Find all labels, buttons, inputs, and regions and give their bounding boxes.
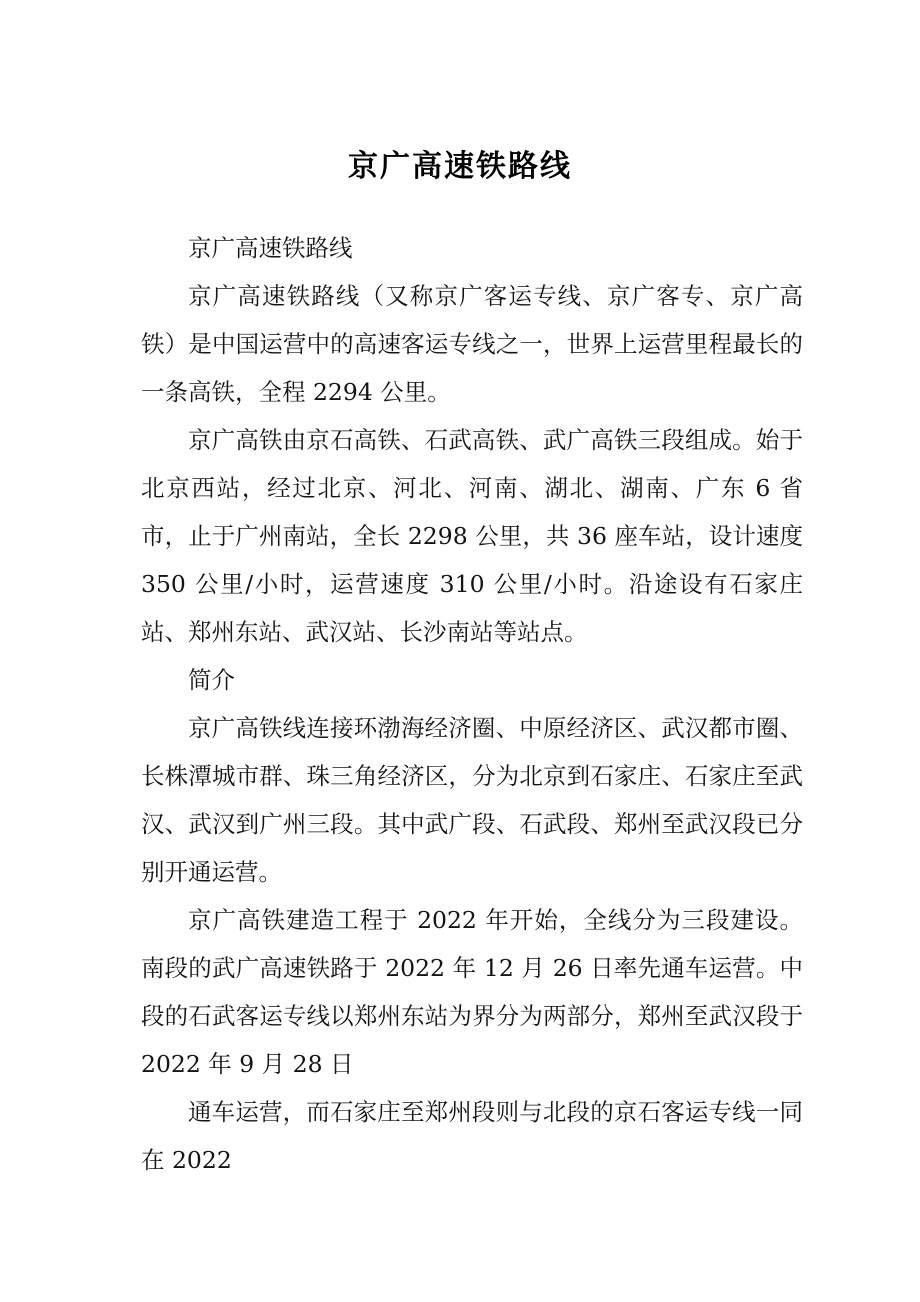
paragraph-heading-repeat: 京广高速铁路线 bbox=[188, 234, 353, 262]
paragraph-opening-continued: 通车运营，而石家庄至郑州段则与北段的京石客运专线一同在 2022 bbox=[141, 1098, 803, 1174]
document-body bbox=[141, 224, 803, 1184]
paragraph-economic-regions: 京广高铁线连接环渤海经济圈、中原经济区、武汉都市圈、长株潭城市群、珠三角经济区，分为北京到石家庄、石家庄至武汉、武汉到广州三段。其中武广段、石武段、郑州至武汉段已分别开通运营。 bbox=[141, 714, 803, 886]
section-heading-introduction: 简介 bbox=[188, 666, 235, 694]
document-title: 京广高速铁路线 bbox=[348, 149, 572, 184]
paragraph-route-composition: 京广高铁由京石高铁、石武高铁、武广高铁三段组成。始于北京西站，经过北京、河北、河南、湖北、湖南、广东 6 省市，止于广州南站，全长 2298 公里，共 36 座车站，设计速度 350 公里/小时，运营速度 310 公里/小时。沿途设有石家庄站、郑州东站、武汉站、长沙南站等站点。 bbox=[141, 426, 803, 646]
paragraph-overview: 京广高速铁路线（又称京广客运专线、京广客专、京广高铁）是中国运营中的高速客运专线之一，世界上运营里程最长的一条高铁，全程 2294 公里。 bbox=[141, 282, 803, 406]
paragraph-construction-history: 京广高铁建造工程于 2022 年开始，全线分为三段建设。南段的武广高速铁路于 2022 年 12 月 26 日率先通车运营。中段的石武客运专线以郑州东站为界分为两部分，郑州至武汉段于 2022 年 9 月 28 日 bbox=[141, 906, 803, 1078]
